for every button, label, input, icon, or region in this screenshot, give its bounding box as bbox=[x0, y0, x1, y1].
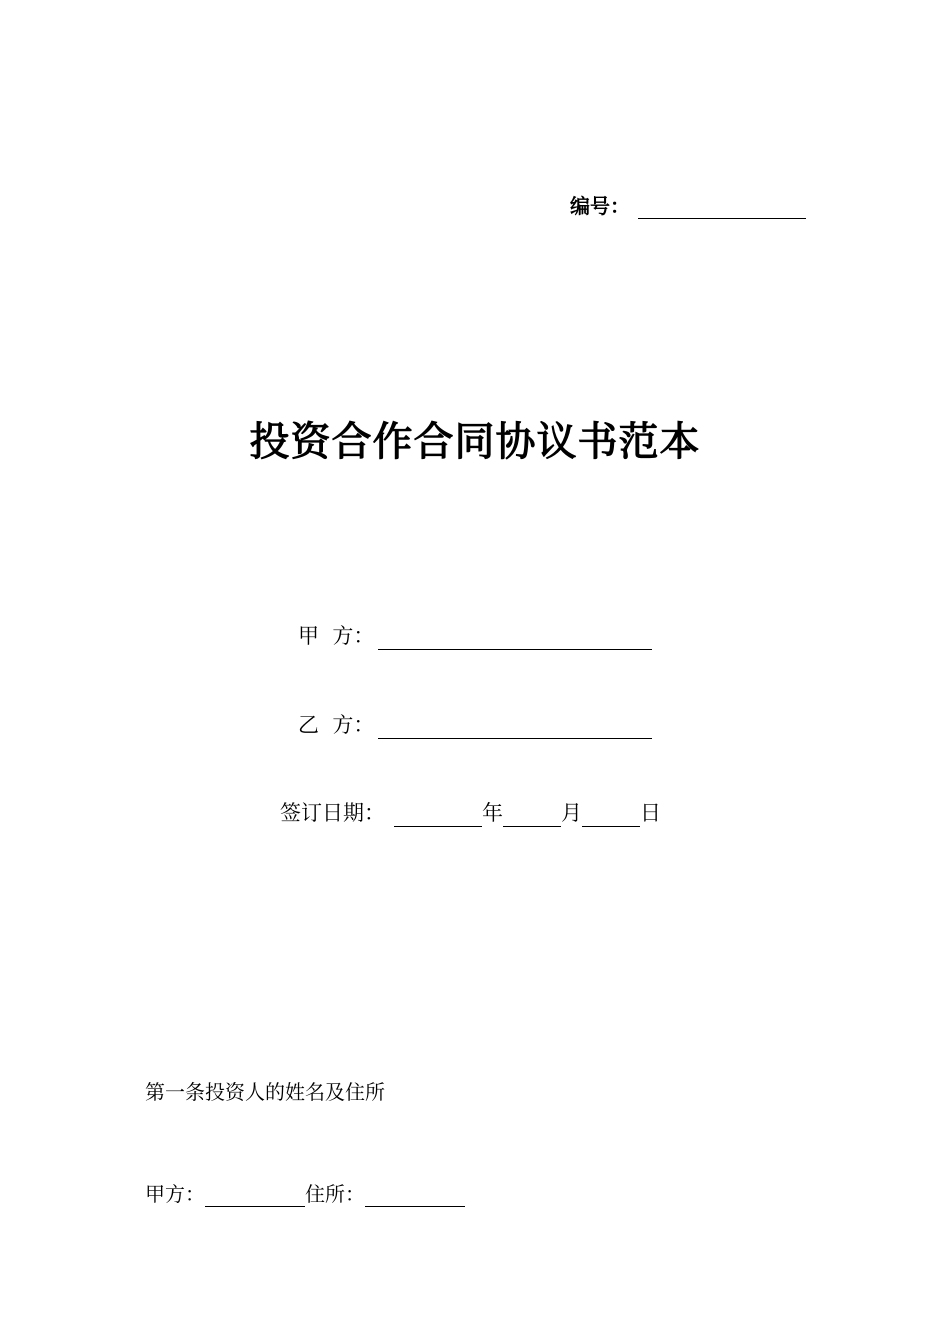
body-party-a-label: 甲方： bbox=[145, 1182, 205, 1206]
party-a-label: 甲 方： bbox=[298, 624, 375, 648]
party-a-blank[interactable] bbox=[378, 625, 652, 650]
sign-month-blank[interactable] bbox=[503, 802, 561, 827]
sign-date-field bbox=[280, 797, 661, 827]
year-label: 年 bbox=[482, 801, 503, 825]
sign-year-blank[interactable] bbox=[394, 802, 482, 827]
body-party-a-blank[interactable] bbox=[205, 1184, 305, 1207]
document-title: 投资合作合同协议书范本 bbox=[249, 419, 701, 465]
party-a-address-line bbox=[145, 1178, 465, 1207]
party-b-blank[interactable] bbox=[378, 714, 652, 739]
sign-date-label: 签订日期： bbox=[280, 801, 385, 825]
serial-number-label: 编号： bbox=[570, 194, 630, 218]
address-blank[interactable] bbox=[365, 1184, 465, 1207]
article-1-heading: 第一条投资人的姓名及住所 bbox=[145, 1080, 385, 1104]
sign-day-blank[interactable] bbox=[582, 802, 640, 827]
serial-number-blank[interactable] bbox=[638, 194, 806, 219]
party-b-field bbox=[298, 709, 652, 739]
party-a-field bbox=[298, 620, 652, 650]
party-b-label: 乙 方： bbox=[298, 713, 375, 737]
serial-number-field bbox=[570, 190, 806, 219]
day-label: 日 bbox=[640, 801, 661, 825]
address-label: 住所： bbox=[305, 1182, 365, 1206]
month-label: 月 bbox=[561, 801, 582, 825]
